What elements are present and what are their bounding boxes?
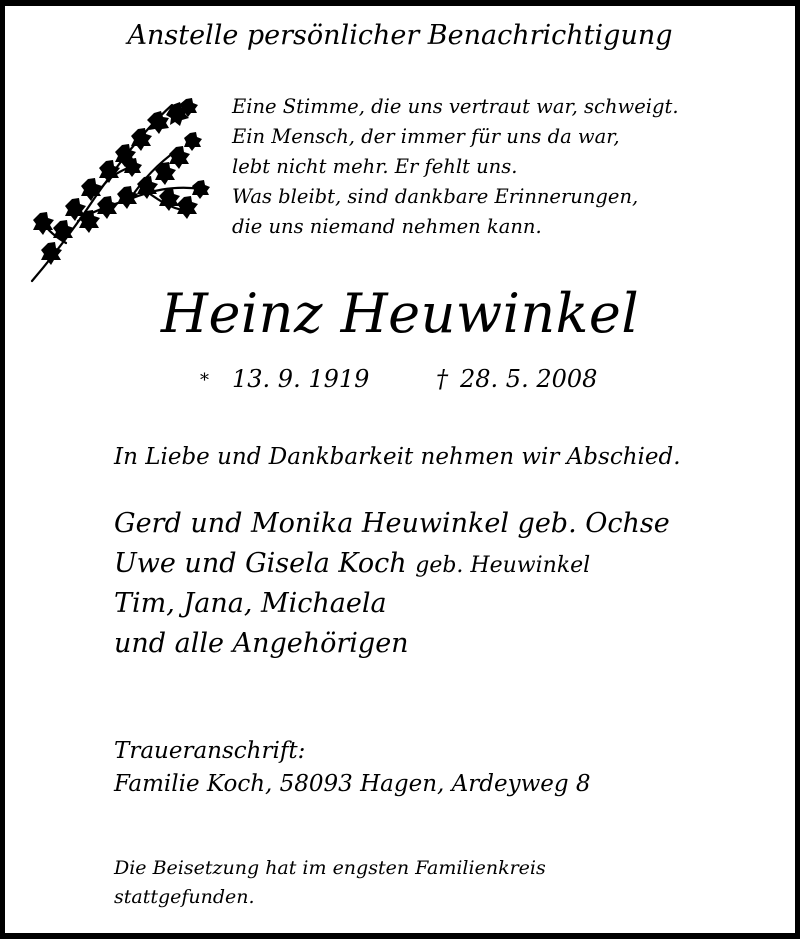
family-line-4: und alle Angehörigen (114, 628, 409, 659)
birth-symbol: * (200, 370, 209, 391)
family-line-3: Tim, Jana, Michaela (114, 588, 387, 619)
death-date: 28. 5. 2008 (460, 365, 598, 393)
family-line-2-maiden: geb. Heuwinkel (415, 553, 591, 578)
family-line-1: Gerd und Monika Heuwinkel geb. Ochse (114, 508, 670, 539)
ivy-branch-icon (26, 93, 216, 285)
poem-line: Eine Stimme, die uns vertraut war, schweigt. (232, 95, 679, 118)
poem-line: die uns niemand nehmen kann. (232, 215, 542, 238)
family-line-2 (114, 548, 590, 579)
family-line-2-main: Uwe und Gisela Koch (114, 548, 407, 579)
address-label: Traueranschrift: (114, 738, 306, 764)
poem-line: lebt nicht mehr. Er fehlt uns. (232, 155, 518, 178)
farewell-text: In Liebe und Dankbarkeit nehmen wir Abschied. (114, 444, 681, 470)
poem-line: Ein Mensch, der immer für uns da war, (232, 125, 620, 148)
poem-block (232, 92, 679, 242)
burial-line: stattgefunden. (114, 886, 255, 908)
poem-line: Was bleibt, sind dankbare Erinnerungen, (232, 185, 639, 208)
burial-note (114, 854, 546, 912)
address-value: Familie Koch, 58093 Hagen, Ardeyweg 8 (114, 771, 591, 797)
deceased-name: Heinz Heuwinkel (160, 282, 640, 345)
notice-header: Anstelle persönlicher Benachrichtigung (127, 20, 673, 51)
burial-line: Die Beisetzung hat im engsten Familienkreis (114, 857, 546, 879)
birth-date: 13. 9. 1919 (232, 365, 370, 393)
death-symbol: † (436, 365, 448, 393)
